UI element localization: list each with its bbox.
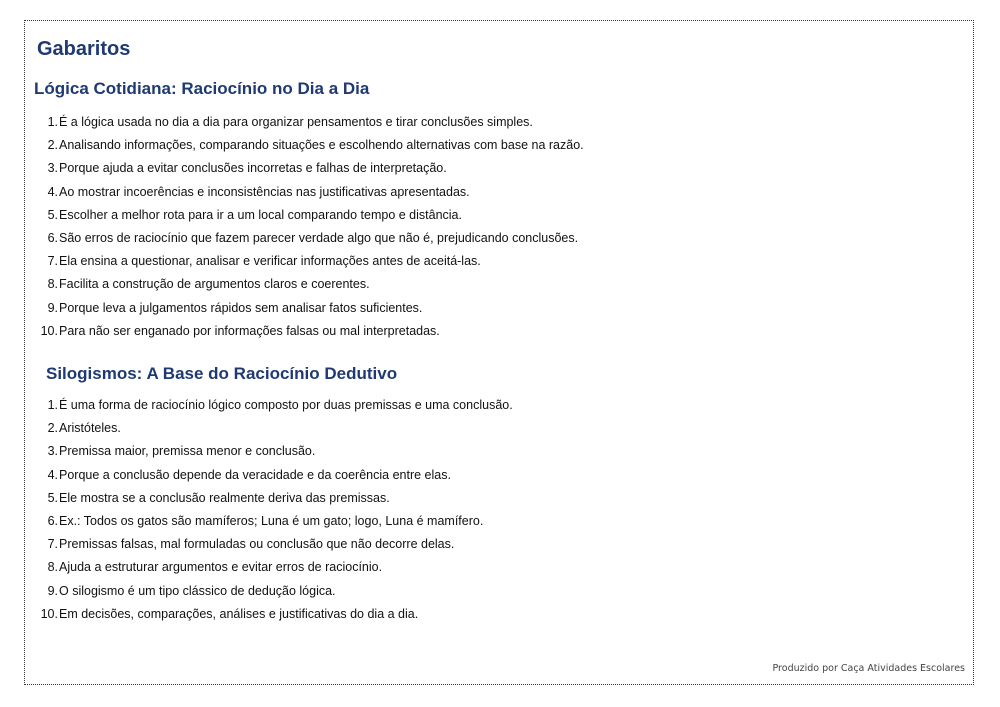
section-heading: Lógica Cotidiana: Raciocínio no Dia a Dia [34,79,370,98]
answer-number: 5. [47,490,58,505]
answer-text: Ao mostrar incoerências e inconsistências nas justificativas apresentadas. [59,184,470,199]
answer-item [25,421,973,444]
answer-item [25,444,973,467]
answer-item [25,301,973,324]
answer-text: O silogismo é um tipo clássico de dedução lógica. [59,583,336,598]
answer-item [25,468,973,491]
answer-item [25,324,973,347]
answer-item [25,277,973,300]
answer-text: Escolher a melhor rota para ir a um local comparando tempo e distância. [59,207,462,222]
answer-key-page [24,20,974,685]
answer-item [25,231,973,254]
answer-number: 8. [47,560,58,575]
answer-text: Facilita a construção de argumentos claros e coerentes. [59,277,370,292]
answer-number: 2. [47,421,58,436]
answer-item [25,491,973,514]
answer-item [25,138,973,161]
footer-credit: Produzido por Caça Atividades Escolares [772,663,965,674]
answer-text: Ela ensina a questionar, analisar e verificar informações antes de aceitá-las. [59,254,481,269]
answer-text: Em decisões, comparações, análises e justificativas do dia a dia. [59,606,419,621]
answer-number: 6. [47,230,58,245]
answer-text: Ex.: Todos os gatos são mamíferos; Luna é um gato; logo, Luna é mamífero. [59,513,484,528]
answer-item [25,185,973,208]
answer-number: 5. [47,207,58,222]
answer-item [25,398,973,421]
answer-number: 3. [47,161,58,176]
answer-text: Porque ajuda a evitar conclusões incorretas e falhas de interpretação. [59,161,447,176]
section-logica-cotidiana [25,79,973,347]
answer-list [25,398,973,630]
answer-list [25,115,973,347]
answer-text: Porque leva a julgamentos rápidos sem analisar fatos suficientes. [59,300,423,315]
answer-text: Ele mostra se a conclusão realmente deriva das premissas. [59,490,390,505]
answer-text: Aristóteles. [59,421,121,436]
answer-number: 1. [47,115,58,129]
answer-item [25,254,973,277]
answer-item [25,560,973,583]
page-title: Gabaritos [37,38,131,60]
answer-item [25,208,973,231]
answer-text: Porque a conclusão depende da veracidade e da coerência entre elas. [59,467,451,482]
answer-text: Para não ser enganado por informações falsas ou mal interpretadas. [59,323,440,338]
answer-number: 6. [47,513,58,528]
answer-number: 4. [47,184,58,199]
answer-item [25,161,973,184]
answer-number: 7. [47,254,58,269]
answer-text: Ajuda a estruturar argumentos e evitar erros de raciocínio. [59,560,383,575]
answer-text: Analisando informações, comparando situações e escolhendo alternativas com base na razão. [59,138,584,153]
answer-text: São erros de raciocínio que fazem parecer verdade algo que não é, prejudicando conclusões. [59,230,579,245]
answer-number: 1. [47,398,58,412]
answer-text: Premissa maior, premissa menor e conclusão. [59,444,316,459]
answer-text: É a lógica usada no dia a dia para organizar pensamentos e tirar conclusões simples. [59,115,533,129]
answer-number: 4. [47,467,58,482]
answer-item [25,537,973,560]
answer-item [25,584,973,607]
section-heading: Silogismos: A Base do Raciocínio Dedutivo [46,364,398,383]
answer-number: 10. [40,323,58,338]
answer-text: É uma forma de raciocínio lógico composto por duas premissas e uma conclusão. [59,398,513,412]
section-silogismos [25,364,973,630]
answer-number: 9. [47,300,58,315]
answer-number: 7. [47,537,58,552]
answer-item [25,115,973,138]
answer-text: Premissas falsas, mal formuladas ou conclusão que não decorre delas. [59,537,455,552]
answer-number: 10. [40,606,58,621]
answer-number: 9. [47,583,58,598]
answer-number: 3. [47,444,58,459]
answer-number: 8. [47,277,58,292]
answer-number: 2. [47,138,58,153]
answer-item [25,514,973,537]
answer-item [25,607,973,630]
